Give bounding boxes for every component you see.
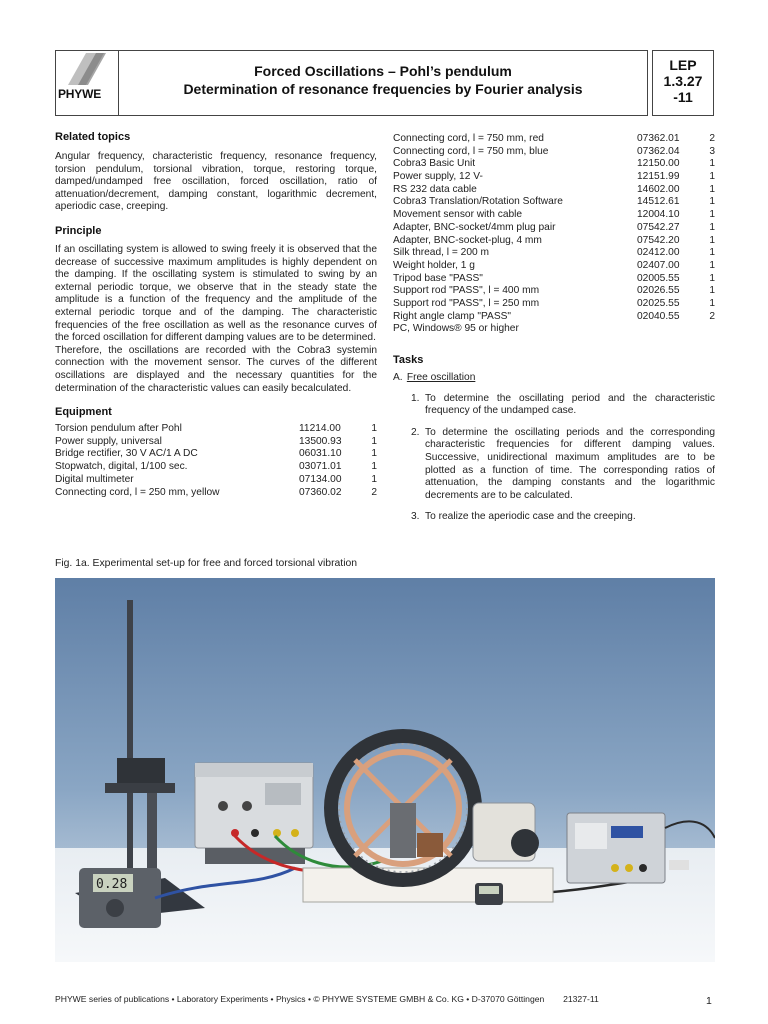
page-title: Forced Oscillations – Pohl’s pendulum: [254, 63, 512, 79]
equipment-code: 07542.27: [637, 221, 680, 233]
equipment-name: Cobra3 Basic Unit: [393, 158, 476, 170]
equipment-code: 02412.00: [637, 247, 680, 259]
equipment-name: Movement sensor with cable: [393, 209, 523, 221]
equipment-row: [393, 146, 715, 159]
task-section-a: [393, 372, 715, 385]
phywe-logo: [55, 50, 119, 116]
equipment-row: [393, 222, 715, 235]
experiment-photo: [55, 578, 715, 962]
equipment-qty: 1: [371, 473, 377, 485]
equipment-code: 07362.01: [637, 133, 680, 144]
equipment-row: [393, 171, 715, 184]
tasks-heading: Tasks: [393, 354, 424, 366]
page-subtitle: Determination of resonance frequencies by Fourier analysis: [183, 81, 583, 97]
equipment-qty: 1: [371, 435, 377, 447]
equipment-row: [393, 247, 715, 260]
equipment-qty: 1: [371, 461, 377, 473]
equipment-qty: 1: [709, 221, 715, 233]
equipment-row: [393, 285, 715, 298]
equipment-code: 07360.02: [299, 486, 342, 498]
equipment-row: [393, 260, 715, 273]
equipment-qty: 2: [371, 486, 377, 498]
equipment-name: Connecting cord, l = 250 mm, yellow: [55, 486, 220, 498]
equipment-name: Adapter, BNC-socket-plug, 4 mm: [393, 234, 542, 246]
equipment-code: 12151.99: [637, 171, 680, 183]
left-column: [55, 131, 377, 499]
lep-label: LEP: [669, 57, 697, 73]
equipment-qty: 1: [709, 285, 715, 297]
equipment-qty: 1: [709, 196, 715, 208]
equipment-code: 14602.00: [637, 183, 680, 195]
equipment-row: [393, 311, 715, 324]
equipment-code: 07134.00: [299, 473, 342, 485]
title-box: [118, 50, 648, 116]
multimeter-reading: 0.28: [96, 877, 128, 892]
equipment-code: 02005.55: [637, 272, 680, 284]
equipment-row: [393, 209, 715, 222]
equipment-code: 02040.55: [637, 310, 680, 322]
equipment-row: [55, 423, 377, 436]
equipment-qty: 2: [709, 133, 715, 144]
equipment-row: [55, 461, 377, 474]
task-text: To determine the oscillating periods and the corresponding characteristic frequencies for different damping values. Successive, unidirectional maximum amplitudes are to be plotted as a function of time. The corresponding ratios of attenuation, the damping constants and the logarithmic decrements are to be calculated.: [425, 426, 715, 501]
equipment-qty: 1: [709, 183, 715, 195]
equipment-qty: 1: [709, 171, 715, 183]
principle-heading: Principle: [55, 224, 102, 237]
equipment-row: [393, 235, 715, 248]
equipment-qty: 3: [709, 145, 715, 157]
equipment-name: Stopwatch, digital, 1/100 sec.: [55, 461, 188, 473]
task-item: [411, 427, 715, 503]
equipment-name: Torsion pendulum after Pohl: [55, 423, 182, 435]
task-item: [411, 511, 715, 524]
equipment-qty: 2: [709, 310, 715, 322]
equipment-name: Silk thread, l = 200 m: [393, 247, 489, 259]
equipment-name: Weight holder, 1 g: [393, 259, 475, 271]
equipment-name: Support rod "PASS", l = 250 mm: [393, 297, 540, 309]
equipment-code: 13500.93: [299, 435, 342, 447]
equipment-qty: 1: [709, 247, 715, 259]
equipment-row: [393, 298, 715, 311]
equipment-row: [55, 448, 377, 461]
equipment-list-continued: [393, 133, 715, 336]
equipment-code: 11214.00: [299, 423, 341, 435]
equipment-name: Power supply, universal: [55, 435, 162, 447]
equipment-qty: 1: [371, 423, 377, 435]
related-topics-heading: Related topics: [55, 131, 131, 143]
figure-caption: Fig. 1a. Experimental set-up for free and forced torsional vibration: [55, 558, 358, 569]
experiment-setup-illustration: [55, 578, 715, 962]
equipment-name: Digital multimeter: [55, 473, 134, 485]
equipment-row: [55, 436, 377, 449]
equipment-qty: 1: [709, 234, 715, 246]
equipment-code: 02025.55: [637, 297, 680, 309]
equipment-name: Support rod "PASS", l = 400 mm: [393, 285, 540, 297]
equipment-name: Tripod base "PASS": [393, 272, 483, 284]
equipment-list: [55, 423, 377, 499]
equipment-qty: 1: [709, 158, 715, 170]
equipment-row: [393, 196, 715, 209]
equipment-code: 12004.10: [637, 209, 680, 221]
equipment-name: Cobra3 Translation/Rotation Software: [393, 196, 563, 208]
equipment-row: [55, 487, 377, 500]
lep-number-box: [652, 50, 714, 116]
equipment-code: 12150.00: [637, 158, 680, 170]
equipment-qty: 1: [709, 297, 715, 309]
footer-code: 21327-11: [563, 994, 599, 1004]
equipment-row: [393, 184, 715, 197]
equipment-name: Connecting cord, l = 750 mm, red: [393, 133, 544, 144]
equipment-name: Power supply, 12 V-: [393, 171, 483, 183]
task-item: [411, 393, 715, 418]
equipment-code: 07362.04: [637, 145, 680, 157]
related-topics-text: Angular frequency, characteristic frequency, resonance frequency, torsion pendulum, torsional vibration, torque, restoring torque, damped/undamped free oscillation, forced oscillation, ratio of attenuation/decrement, damping constant, logarithmic decrement, aperiodic case, creeping.: [55, 151, 377, 213]
equipment-row: [393, 158, 715, 171]
lep-suffix: -11: [673, 89, 693, 105]
equipment-row: [55, 474, 377, 487]
task-text: To realize the aperiodic case and the creeping.: [425, 511, 636, 523]
pc-requirement: [393, 323, 715, 336]
principle-paragraph-2: Therefore, the oscillations are recorded with the Cobra3 systemin connection with the movement sensor. The curves of the different oscillations are displayed and the necessary quantities for the determination of the characteristic values can easily becalculated.: [55, 344, 377, 394]
page-number: 1: [706, 995, 712, 1007]
page-footer: [55, 994, 715, 1004]
equipment-qty: 1: [371, 448, 377, 460]
footer-text: PHYWE series of publications • Laboratory Experiments • Physics • © PHYWE SYSTEME GMBH & Co. KG • D-37070 Göttingen: [55, 994, 545, 1004]
equipment-name: Adapter, BNC-socket/4mm plug pair: [393, 221, 556, 233]
pc-requirement-text: PC, Windows® 95 or higher: [393, 323, 519, 335]
equipment-code: 06031.10: [299, 448, 342, 460]
equipment-row: [393, 133, 715, 146]
task-text: To determine the oscillating period and the characteristic frequency of the undamped case.: [425, 392, 715, 417]
equipment-name: RS 232 data cable: [393, 183, 477, 195]
phywe-logo-mark-icon: [56, 51, 118, 115]
task-list: [393, 393, 715, 524]
lep-number: 1.3.27: [663, 73, 703, 89]
right-column: [393, 133, 715, 533]
equipment-code: 14512.61: [637, 196, 680, 208]
task-number: 2.: [411, 426, 420, 438]
equipment-qty: 1: [709, 272, 715, 284]
task-number: 3.: [411, 511, 420, 523]
logo-text: PHYWE: [58, 87, 102, 101]
equipment-heading: Equipment: [55, 406, 112, 419]
equipment-qty: 1: [709, 209, 715, 221]
equipment-code: 02407.00: [637, 259, 680, 271]
principle-paragraph-1: If an oscillating system is allowed to swing freely it is observed that the decrease of successive maximum amplitudes is highly dependent on the damping. If the oscillating system is stimulated to swing by an external periodic torque, we observe that in the steady state the amplitude is a function of the frequency and the amplitude of the external periodic torque and of the damping. The characteristic frequencies of the free oscillation as well as the resonance curves of the forced oscillation for different damping values are to be determined.: [55, 243, 377, 344]
equipment-name: Bridge rectifier, 30 V AC/1 A DC: [55, 448, 198, 460]
equipment-name: Connecting cord, l = 750 mm, blue: [393, 145, 549, 157]
equipment-name: Right angle clamp "PASS": [393, 310, 512, 322]
task-number: 1.: [411, 392, 420, 404]
equipment-code: 03071.01: [299, 461, 342, 473]
equipment-row: [393, 273, 715, 286]
task-section-label: A.: [393, 372, 403, 383]
task-section-title: Free oscillation: [406, 372, 476, 383]
equipment-code: 02026.55: [637, 285, 680, 297]
equipment-qty: 1: [709, 259, 715, 271]
equipment-code: 07542.20: [637, 234, 680, 246]
